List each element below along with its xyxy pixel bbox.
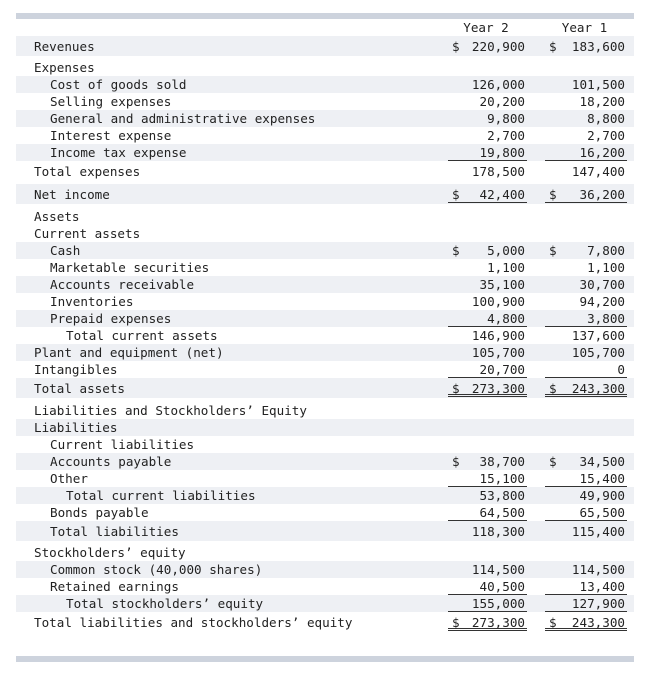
other-row: Other 15,100 15,400 bbox=[50, 471, 625, 486]
year1-header: Year 1 bbox=[561, 20, 608, 35]
header-row bbox=[16, 19, 634, 36]
total-liabilities-row: Total liabilities 118,300 115,400 bbox=[16, 521, 634, 541]
expense-row: General and administrative expenses 9,800 8,800 bbox=[16, 110, 634, 127]
expenses-heading: Expenses bbox=[34, 60, 95, 75]
expense-row: Selling expenses 20,200 18,200 bbox=[50, 94, 625, 109]
asset-row: Inventories 100,900 94,200 bbox=[50, 294, 625, 309]
bottom-rule bbox=[16, 656, 634, 662]
current-liabilities-heading: Current liabilities bbox=[50, 437, 195, 452]
liabilities-heading: Liabilities bbox=[16, 419, 634, 436]
total-current-liabilities-row: Total current liabilities 53,800 49,900 bbox=[16, 487, 634, 504]
total-liab-equity-row: Total liabilities and stockholders’ equity $ 273,300 $ 243,300 bbox=[34, 615, 625, 630]
common-stock-row: Common stock (40,000 shares) 114,500 114,500 bbox=[16, 561, 634, 578]
revenues-row: Revenues $ 220,900 $ 183,600 bbox=[16, 36, 634, 56]
financial-statement-table bbox=[16, 13, 634, 632]
asset-row: Marketable securities 1,100 1,100 bbox=[50, 260, 625, 275]
accounts-payable-row: Accounts payable $ 38,700 $ 34,500 bbox=[16, 453, 634, 470]
expense-row: Income tax expense 19,800 16,200 bbox=[16, 144, 634, 161]
bonds-payable-row: Bonds payable 64,500 65,500 bbox=[50, 505, 625, 520]
asset-row: Accounts receivable 35,100 30,700 bbox=[16, 276, 634, 293]
expense-row: Cost of goods sold 126,000 101,500 bbox=[16, 76, 634, 93]
total-expenses-row: Total expenses 178,500 147,400 bbox=[34, 164, 625, 179]
liab-equity-heading: Liabilities and Stockholders’ Equity bbox=[34, 403, 307, 418]
current-assets-heading: Current assets bbox=[34, 226, 141, 241]
total-equity-row: Total stockholders’ equity 155,000 127,900 bbox=[16, 595, 634, 612]
net-income-row: Net income $ 42,400 $ 36,200 bbox=[16, 184, 634, 204]
retained-earnings-row: Retained earnings 40,500 13,400 bbox=[50, 579, 625, 594]
plant-row: Plant and equipment (net) 105,700 105,700 bbox=[16, 344, 634, 361]
total-current-assets-row: Total current assets 146,900 137,600 bbox=[66, 328, 625, 343]
expense-row: Interest expense 2,700 2,700 bbox=[50, 128, 625, 143]
intangibles-row: Intangibles 20,700 0 bbox=[34, 362, 625, 377]
assets-heading: Assets bbox=[34, 209, 80, 224]
total-assets-row: Total assets $ 273,300 $ 243,300 bbox=[16, 378, 634, 398]
year2-header: Year 2 bbox=[463, 20, 509, 35]
asset-row: Prepaid expenses 4,800 3,800 bbox=[16, 310, 634, 327]
asset-row: Cash $ 5,000 $ 7,800 bbox=[16, 242, 634, 259]
equity-heading: Stockholders’ equity bbox=[34, 545, 186, 560]
